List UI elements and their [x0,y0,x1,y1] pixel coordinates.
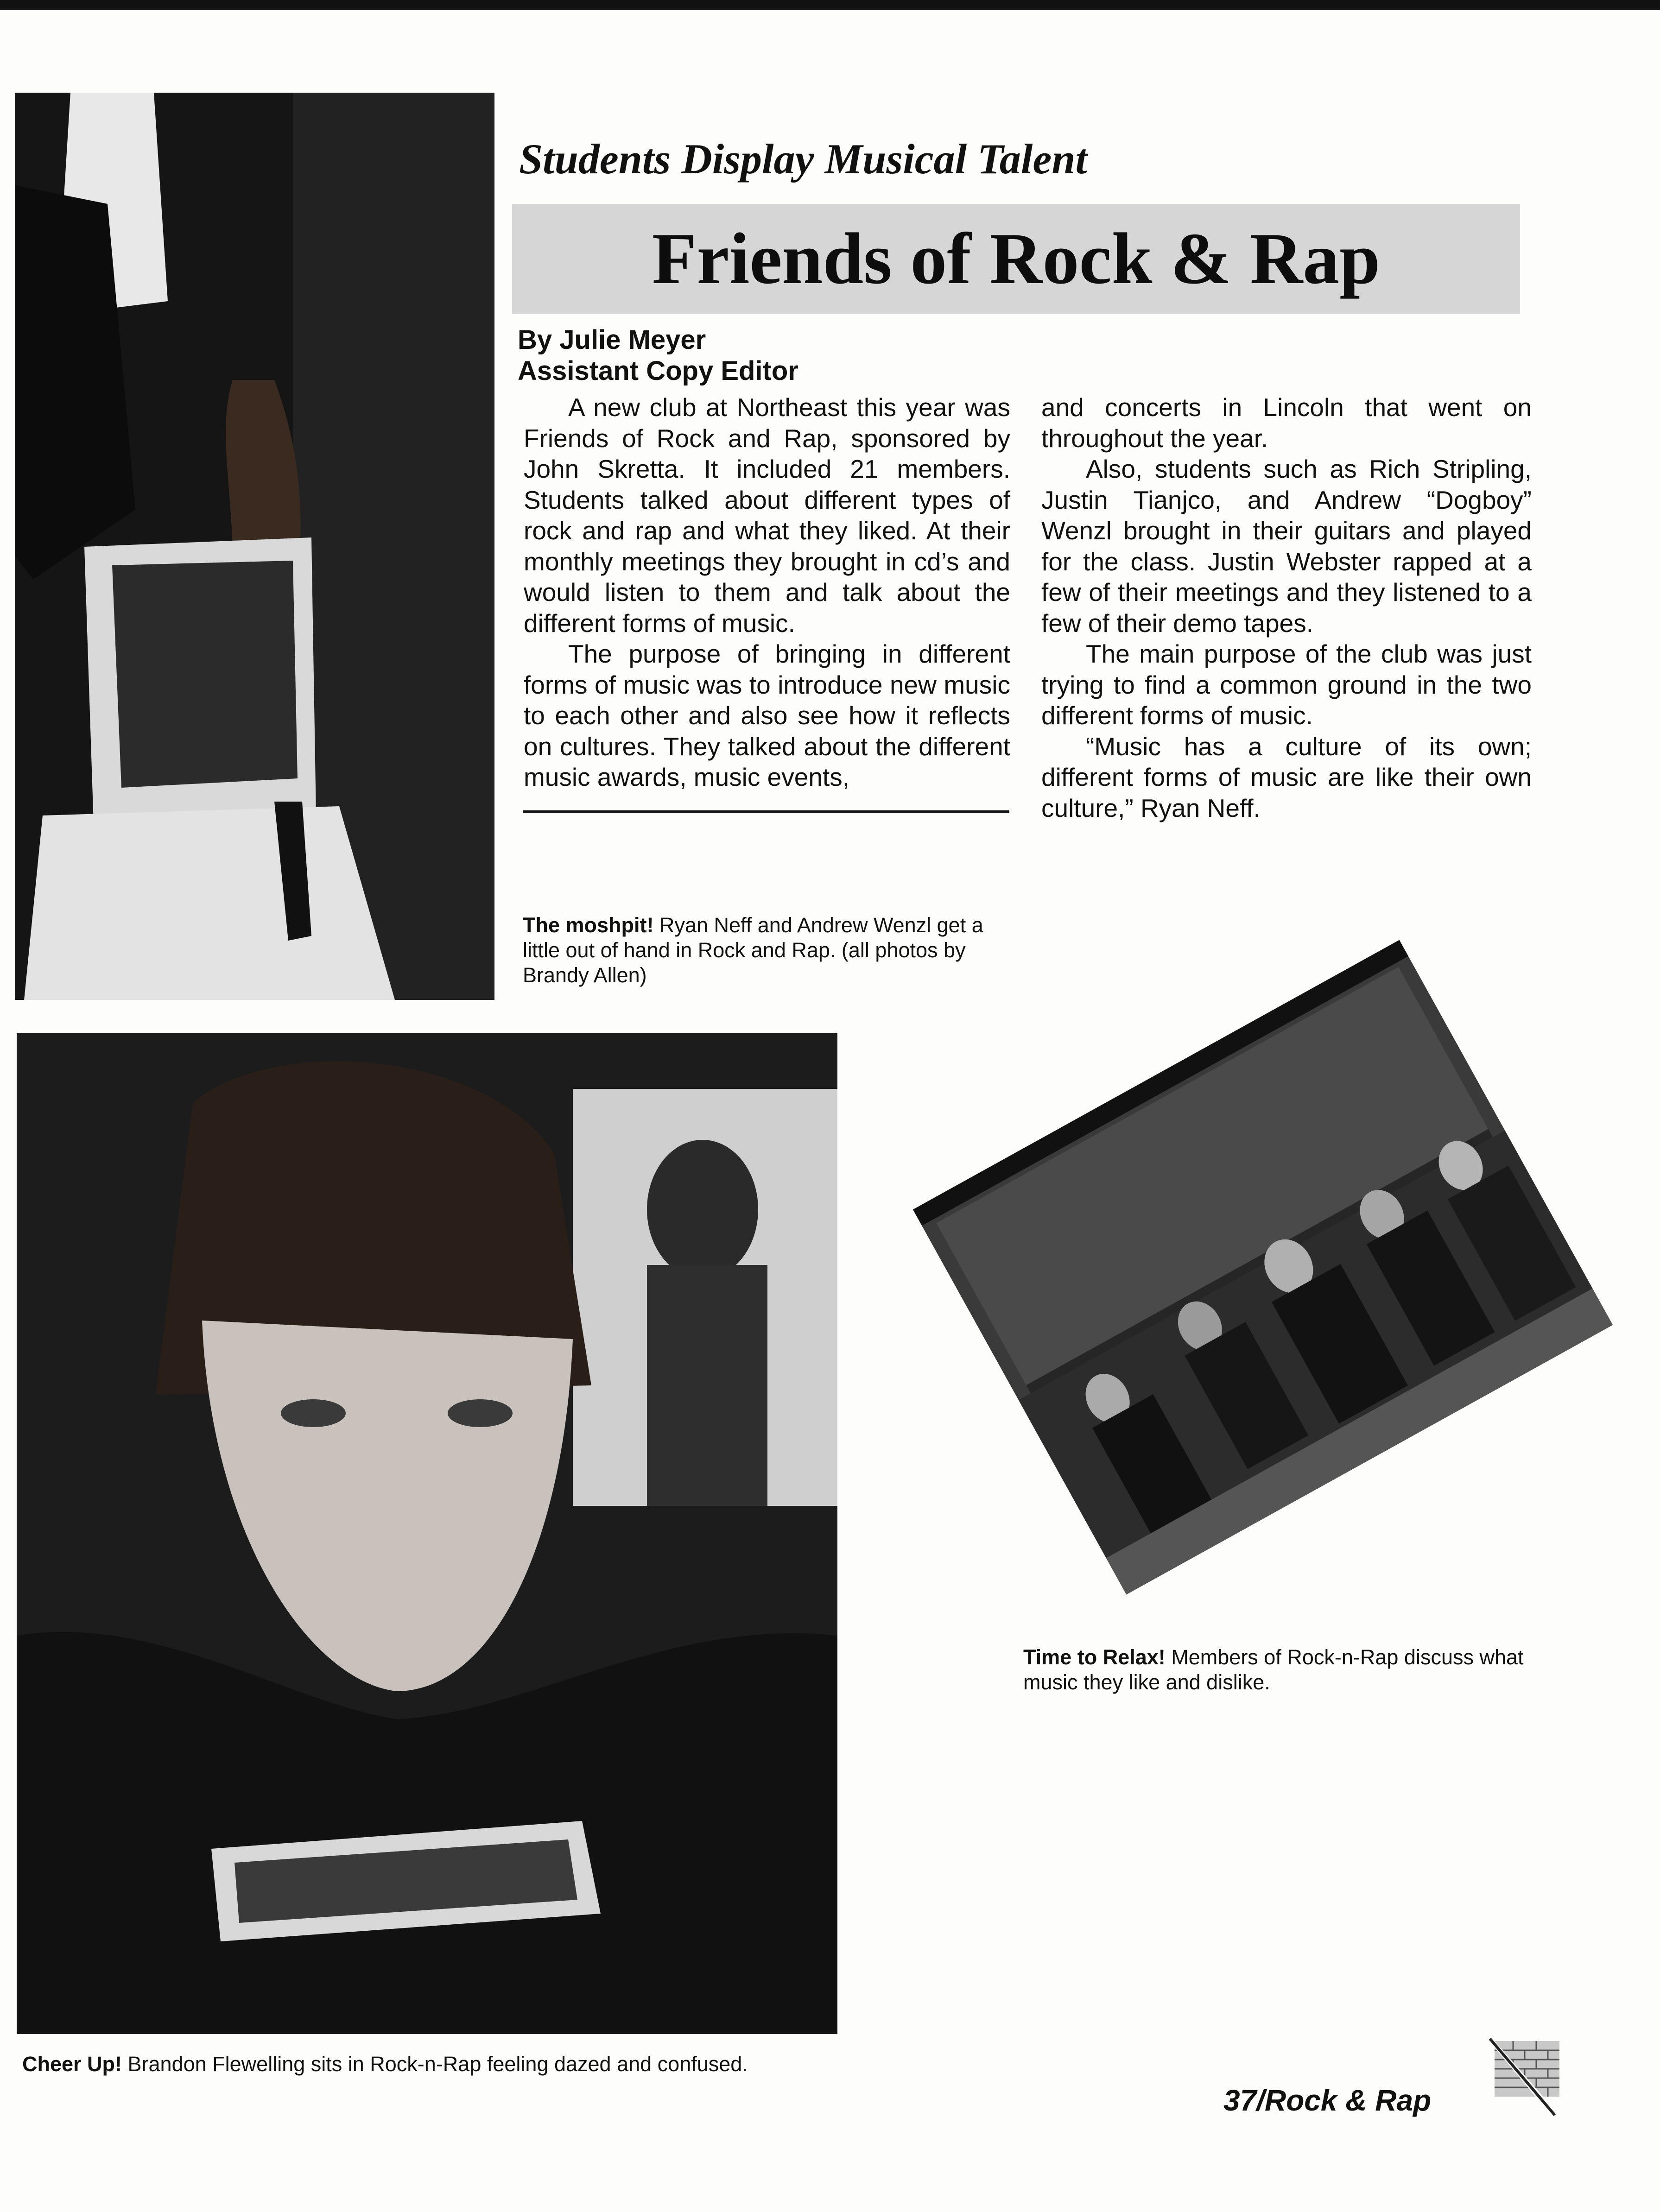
caption-lead: Cheer Up! [22,2052,122,2076]
caption-text: Members of Rock-n-Rap discuss what music they like and dislike. [1023,1645,1524,1694]
paragraph: and concerts in Lincoln that went on throughout the year. [1041,393,1532,453]
relax-photo [913,940,1613,1595]
paragraph: “Music has a culture of its own; different forms of music are like their own culture,” Ryan Neff. [1041,732,1532,822]
moshpit-photo [15,93,494,1000]
title-banner [512,204,1520,314]
article-title: Friends of Rock & Rap [652,218,1381,299]
brick-corner-icon [1485,2036,1559,2120]
paragraph: Also, students such as Rich Stripling, Justin Tianjco, and Andrew “Dogboy” Wenzl brought in their guitars and played for the class. Justin Webster rapped at a few of their meetings and they listened to a few of their demo tapes. [1041,455,1532,638]
paragraph: A new club at Northeast this year was Friends of Rock and Rap, sponsored by John Skretta. It included 21 members. Students talked about different types of rock and rap and what they liked. At their monthly meetings they brought in cd’s and would listen to them and talk about the different forms of music. [524,393,1010,638]
column-rule [523,810,1009,813]
page-folio: 37/Rock & Rap [1223,2084,1432,2117]
caption-lead: The moshpit! [523,913,654,937]
relax-caption [1023,1645,1556,1695]
caption-text: Ryan Neff and Andrew Wenzl get a little out of hand in Rock and Rap. (all photos by Brandy Allen) [523,913,983,987]
cheer-up-photo [17,1033,837,2034]
caption-text: Brandon Flewelling sits in Rock-n-Rap feeling dazed and confused. [122,2052,748,2076]
byline-role: Assistant Copy Editor [518,356,798,386]
article-subtitle: Students Display Musical Talent [519,135,1088,183]
byline [518,324,798,386]
relax-photo-frame [922,964,1478,1520]
cheer-up-caption [22,2052,903,2077]
paragraph: The purpose of bringing in different forms of music was to introduce new music to each other and also see how it reflects on cultures. They talked about the different music awards, music events, [524,639,1010,791]
top-border [0,0,1660,10]
caption-lead: Time to Relax! [1023,1645,1166,1669]
article-column-1 [524,392,1010,793]
article-column-2 [1041,392,1532,823]
byline-author: By Julie Meyer [518,325,706,355]
paragraph: The main purpose of the club was just trying to find a common ground in the two different forms of music. [1041,639,1532,730]
